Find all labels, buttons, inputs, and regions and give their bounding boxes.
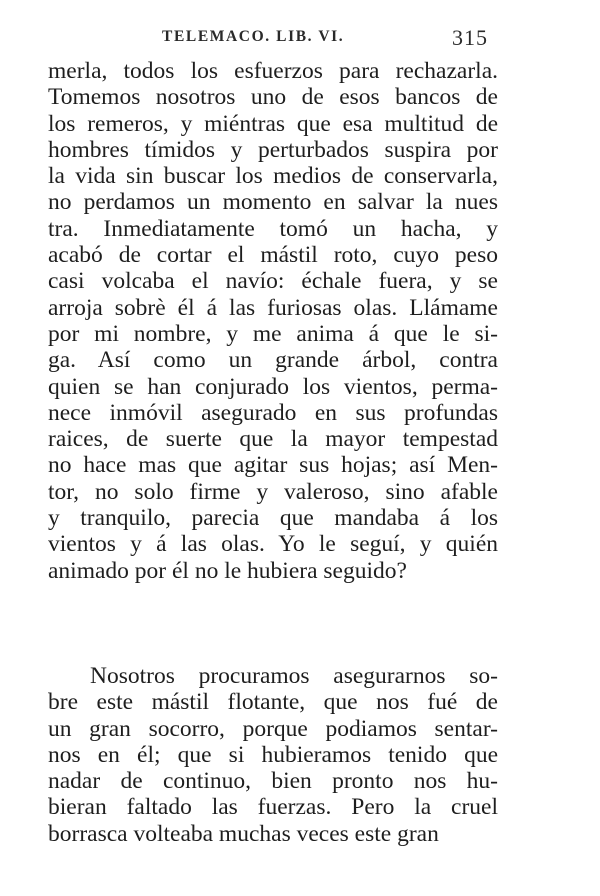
page-number: 315 (452, 25, 488, 50)
text-line: nece inmóvil asegurado en sus profundas (48, 399, 498, 426)
text-line: casi volcaba el navío: échale fuera, y se (48, 268, 498, 295)
paragraph-2 (48, 663, 498, 847)
text-line: animado por él no le hubiera seguido? (48, 557, 407, 584)
text-line: la vida sin buscar los medios de conservarla, (48, 163, 498, 190)
text-line: un gran socorro, porque podiamos sentar- (48, 715, 498, 742)
paragraph-1 (48, 58, 498, 584)
text-line: quien se han conjurado los vientos, perma- (48, 373, 498, 400)
text-line: y tranquilo, parecia que mandaba á los (48, 505, 498, 532)
text-line: los remeros, y miéntras que esa multitud de (48, 110, 498, 137)
page-header (0, 25, 600, 52)
running-title: TELEMACO. LIB. VI. (162, 28, 345, 45)
text-line: ga. Así como un grande árbol, contra (48, 347, 498, 374)
text-line: acabó de cortar el mástil roto, cuyo peso (48, 242, 498, 269)
text-line: hombres tímidos y perturbados suspira por (48, 136, 498, 163)
text-line: bre este mástil flotante, que nos fué de (48, 689, 498, 716)
text-line: borrasca volteaba muchas veces este gran (48, 820, 439, 847)
text-line: no hace mas que agitar sus hojas; así Men- (48, 452, 498, 479)
text-line: bieran faltado las fuerzas. Pero la cruel (48, 794, 498, 821)
text-line: por mi nombre, y me anima á que le si- (48, 320, 498, 347)
text-line: merla, todos los esfuerzos para rechazarla. (48, 58, 498, 84)
text-line: nadar de continuo, bien pronto nos hu- (48, 768, 498, 795)
text-line: Nosotros procuramos asegurarnos so- (90, 663, 498, 689)
text-line: raices, de suerte que la mayor tempestad (48, 426, 498, 453)
text-line: nos en él; que si hubieramos tenido que (48, 741, 498, 768)
text-line: tra. Inmediatamente tomó un hacha, y (48, 215, 498, 242)
text-line: arroja sobrè él á las furiosas olas. Llámame (48, 294, 498, 321)
text-line: vientos y á las olas. Yo le seguí, y quién (48, 531, 498, 558)
text-line: Tomemos nosotros uno de esos bancos de (48, 84, 498, 111)
text-line: tor, no solo firme y valeroso, sino afable (48, 478, 498, 505)
text-line: no perdamos un momento en salvar la nues (48, 189, 498, 216)
